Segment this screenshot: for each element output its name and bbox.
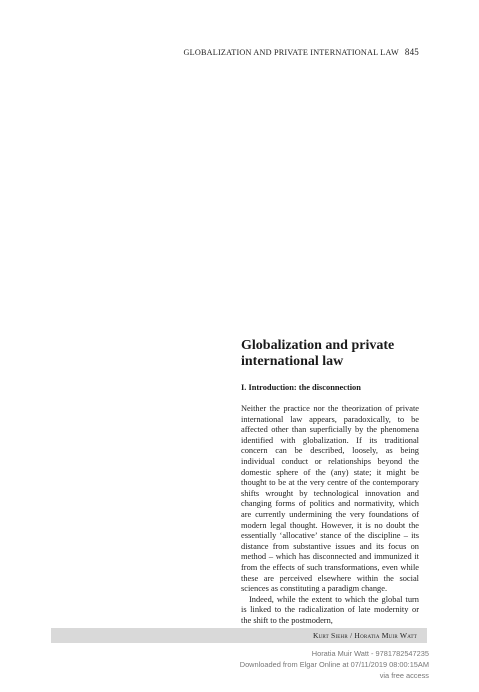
running-head xyxy=(0,47,419,57)
section-heading: I. Introduction: the disconnection xyxy=(241,383,361,392)
article-body xyxy=(241,404,419,626)
download-notice-line: Downloaded from Elgar Online at 07/11/2019 08:00:15AM xyxy=(239,660,429,669)
paragraph: Neither the practice nor the theorization of private international law appears, paradoxically, to be affected other than superficially by the phenomena identified with globalization. If its traditional concern can be described, loosely, as being individual conduct or relationships beyond the domestic sphere of the (any) state; it might be thought to be at the very centre of the contemporary shifts wrought by technological innovation and changing forms of politics and normativity, which are currently undermining the very foundations of modern legal thought. However, it is no doubt the essentially ‘allocative’ stance of the discipline – its distance from substantive issues and its focus on method – which has disconnected and immunized it from the effects of such transformations, even while these are perceived elsewhere within the social sciences as constituting a paradigm change. xyxy=(241,404,419,594)
article-title: Globalization and private international law xyxy=(241,338,395,369)
page-number: 845 xyxy=(404,47,419,57)
footer-authors: Kurt Siehr / Horatia Muir Watt xyxy=(312,631,417,640)
article xyxy=(241,338,419,626)
download-notice xyxy=(129,648,429,681)
paragraph: Indeed, while the extent to which the global turn is linked to the radicalization of late modernity or the shift to the postmodern, xyxy=(241,594,419,625)
download-notice-line: Horatia Muir Watt - 9781782547235 xyxy=(311,649,429,658)
running-title: GLOBALIZATION AND PRIVATE INTERNATIONAL LAW xyxy=(183,48,399,57)
download-notice-line: via free access xyxy=(379,671,429,680)
footer-band xyxy=(51,628,427,643)
